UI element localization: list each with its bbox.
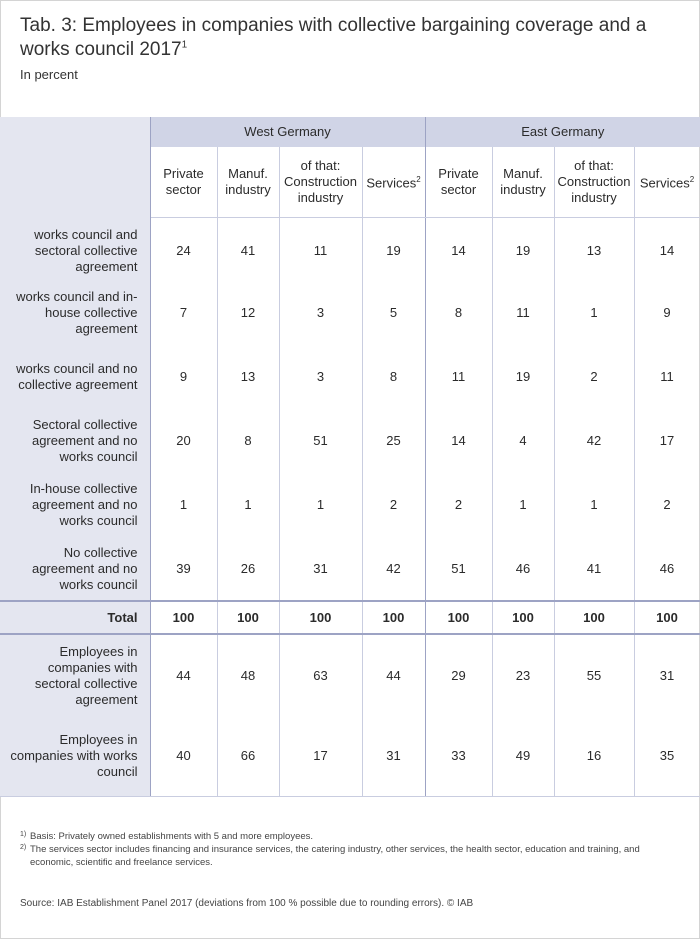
table-cell: 2	[425, 473, 492, 537]
row-label: In-house collective agreement and no works council	[0, 473, 150, 537]
table-cell: 31	[634, 634, 700, 716]
table-cell: 2	[362, 473, 425, 537]
table-row	[0, 281, 700, 345]
source-note: Source: IAB Establishment Panel 2017 (deviations from 100 % possible due to rounding errors). © IAB	[20, 898, 474, 909]
table-cell: 2	[554, 345, 634, 409]
column-header-label: Private sector	[438, 165, 479, 197]
table-cell: 40	[150, 716, 217, 796]
title-footnote-mark: 1	[181, 39, 188, 51]
table-cell: 48	[217, 634, 279, 716]
table-row	[0, 537, 700, 601]
table-cell: 19	[492, 345, 554, 409]
table-cell: 7	[150, 281, 217, 345]
column-footnote-mark: 2	[416, 175, 421, 185]
table-cell: 14	[425, 409, 492, 473]
table-cell: 5	[362, 281, 425, 345]
table-cell: 55	[554, 634, 634, 716]
footnote-1: 1) Basis: Privately owned establishments with 5 and more employees.	[20, 831, 314, 842]
column-header-label: Services	[639, 175, 690, 191]
table-cell: 12	[217, 281, 279, 345]
table-cell: 13	[554, 217, 634, 281]
table-cell: 8	[217, 409, 279, 473]
row-label: Employees in companies with sectoral collective agreement	[0, 634, 150, 716]
table-cell: 100	[554, 601, 634, 634]
table-cell: 1	[217, 473, 279, 537]
table-cell: 1	[150, 473, 217, 537]
column-header	[279, 147, 362, 217]
table-title: Tab. 3: Employees in companies with collective bargaining coverage and a works council 2017$^1$	[20, 15, 647, 60]
row-label: Sectoral collective agreement and no works council	[0, 409, 150, 473]
column-header	[150, 147, 217, 217]
table-cell: 41	[554, 537, 634, 601]
table-cell: 11	[425, 345, 492, 409]
table-cell: 23	[492, 634, 554, 716]
table-cell: 3	[279, 345, 362, 409]
stub-header	[0, 117, 150, 217]
row-label: works council and sectoral collective agreement	[0, 217, 150, 281]
table-row	[0, 345, 700, 409]
table-cell: 14	[425, 217, 492, 281]
column-header-label: of that: Construction industry	[284, 157, 357, 205]
row-label: Total	[0, 601, 150, 634]
table-cell: 1	[492, 473, 554, 537]
column-header	[554, 147, 634, 217]
column-header-label: Manuf. industry	[225, 165, 271, 197]
table-cell: 100	[217, 601, 279, 634]
table-cell: 11	[279, 217, 362, 281]
column-header-label: Services	[366, 175, 417, 191]
column-header	[492, 147, 554, 217]
table-cell: 29	[425, 634, 492, 716]
table-cell: 66	[217, 716, 279, 796]
table-cell: 9	[150, 345, 217, 409]
table-cell: 100	[492, 601, 554, 634]
table-cell: 39	[150, 537, 217, 601]
table-cell: 16	[554, 716, 634, 796]
table-row	[0, 716, 700, 796]
footnotes	[20, 830, 660, 869]
table-cell: 51	[279, 409, 362, 473]
table-cell: 11	[634, 345, 700, 409]
table-cell: 9	[634, 281, 700, 345]
table-cell: 11	[492, 281, 554, 345]
table-cell: 8	[425, 281, 492, 345]
table-cell: 100	[362, 601, 425, 634]
table-cell: 8	[362, 345, 425, 409]
row-label: No collective agreement and no works council	[0, 537, 150, 601]
table-cell: 100	[279, 601, 362, 634]
table-cell: 51	[425, 537, 492, 601]
table-subtitle: In percent	[20, 67, 78, 82]
table-cell: 13	[217, 345, 279, 409]
table-cell: 14	[634, 217, 700, 281]
table-cell: 100	[425, 601, 492, 634]
table-cell: 20	[150, 409, 217, 473]
table-cell: 2	[634, 473, 700, 537]
group-header-east: East Germany	[425, 117, 700, 147]
table-cell: 3	[279, 281, 362, 345]
table-cell: 17	[634, 409, 700, 473]
group-header-west: West Germany	[150, 117, 425, 147]
table-cell: 19	[362, 217, 425, 281]
table-cell: 44	[362, 634, 425, 716]
table-row	[0, 217, 700, 281]
table-cell: 100	[150, 601, 217, 634]
table-row	[0, 409, 700, 473]
table-cell: 49	[492, 716, 554, 796]
table-row	[0, 473, 700, 537]
table-cell: 46	[492, 537, 554, 601]
table-cell: 100	[634, 601, 700, 634]
table-cell: 24	[150, 217, 217, 281]
data-table	[0, 117, 700, 797]
column-header	[425, 147, 492, 217]
footnote-2: 2) The services sector includes financing and insurance services, the catering industry, other services, the health sector, education and training, and economic, scientific and freelance services.	[20, 844, 640, 868]
table-cell: 26	[217, 537, 279, 601]
total-row	[0, 601, 700, 634]
column-header	[217, 147, 279, 217]
table-cell: 44	[150, 634, 217, 716]
table-cell: 1	[279, 473, 362, 537]
column-header	[634, 147, 700, 217]
table-cell: 42	[362, 537, 425, 601]
table-cell: 31	[279, 537, 362, 601]
table-cell: 42	[554, 409, 634, 473]
table-cell: 33	[425, 716, 492, 796]
column-header-label: Manuf. industry	[500, 165, 546, 197]
table-cell: 25	[362, 409, 425, 473]
table-row	[0, 634, 700, 716]
column-header	[362, 147, 425, 217]
table-cell: 46	[634, 537, 700, 601]
table-cell: 17	[279, 716, 362, 796]
table-cell: 4	[492, 409, 554, 473]
table-cell: 63	[279, 634, 362, 716]
row-label: works council and in-house collective agreement	[0, 281, 150, 345]
table-cell: 35	[634, 716, 700, 796]
column-header-label: Private sector	[163, 165, 204, 197]
table-cell: 31	[362, 716, 425, 796]
row-label: works council and no collective agreement	[0, 345, 150, 409]
table-cell: 1	[554, 473, 634, 537]
column-footnote-mark: 2	[689, 175, 695, 185]
table-cell: 41	[217, 217, 279, 281]
column-header-label: of that: Construction industry	[557, 157, 631, 205]
row-label: Employees in companies with works council	[0, 716, 150, 796]
table-cell: 19	[492, 217, 554, 281]
table-cell: 1	[554, 281, 634, 345]
